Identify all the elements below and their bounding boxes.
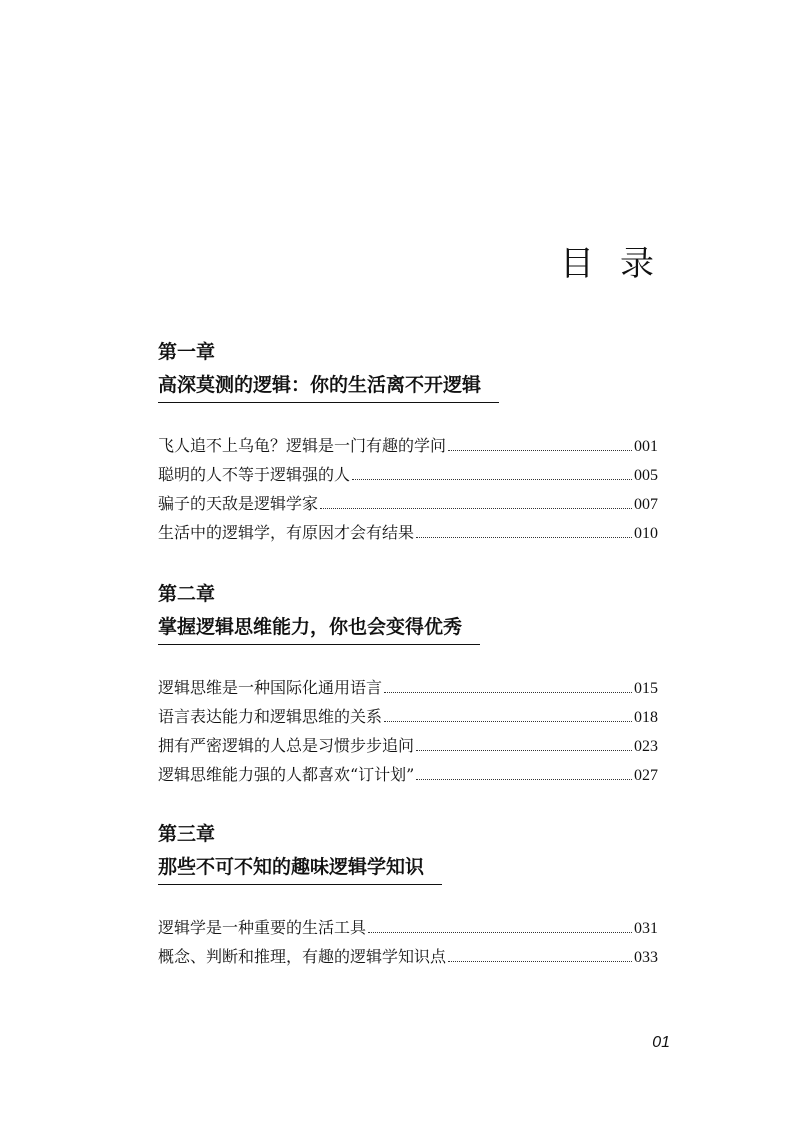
toc-entry[interactable] (158, 518, 658, 547)
toc-entry[interactable] (158, 942, 658, 971)
page-number: 01 (652, 1034, 670, 1051)
toc-entry-label: 逻辑学是一种重要的生活工具 (158, 918, 367, 937)
leader-dots (352, 479, 632, 480)
toc-entry-page: 027 (634, 767, 658, 784)
toc-entry-page: 005 (634, 467, 658, 484)
toc-entry-page: 033 (634, 949, 658, 966)
toc-title: 目录 (560, 244, 680, 284)
toc-entry[interactable] (158, 760, 658, 789)
toc-entry-label: 语言表达能力和逻辑思维的关系 (158, 707, 383, 726)
chapter-2 (158, 582, 658, 789)
toc-entry[interactable] (158, 431, 658, 460)
chapter-number: 第一章 (158, 341, 216, 363)
chapter-number: 第二章 (158, 583, 216, 605)
toc-entry-page: 031 (634, 920, 658, 937)
chapter-title: 那些不可不知的趣味逻辑学知识 (158, 854, 442, 885)
toc-entry-label: 飞人追不上乌龟？逻辑是一门有趣的学问 (158, 436, 447, 455)
leader-dots (416, 779, 632, 780)
toc-entry[interactable] (158, 913, 658, 942)
toc-entry-label: 概念、判断和推理，有趣的逻辑学知识点 (158, 947, 447, 966)
chapter-entries (158, 431, 658, 547)
chapter-number: 第三章 (158, 823, 216, 845)
toc-entry-label: 逻辑思维是一种国际化通用语言 (158, 678, 383, 697)
toc-entry-page: 015 (634, 680, 658, 697)
leader-dots (416, 750, 632, 751)
toc-entry[interactable] (158, 489, 658, 518)
toc-entry-page: 023 (634, 738, 658, 755)
leader-dots (320, 508, 632, 509)
toc-entry-label: 聪明的人不等于逻辑强的人 (158, 465, 351, 484)
toc-entry-label: 骗子的天敌是逻辑学家 (158, 494, 319, 513)
chapter-title: 掌握逻辑思维能力，你也会变得优秀 (158, 614, 480, 645)
toc-entry[interactable] (158, 673, 658, 702)
toc-entry-page: 010 (634, 525, 658, 542)
leader-dots (368, 932, 632, 933)
toc-entry[interactable] (158, 460, 658, 489)
chapter-entries (158, 673, 658, 789)
leader-dots (448, 450, 632, 451)
toc-entry-page: 007 (634, 496, 658, 513)
leader-dots (384, 692, 632, 693)
leader-dots (384, 721, 632, 722)
toc-entry-label: 逻辑思维能力强的人都喜欢“订计划” (158, 765, 415, 784)
chapter-title: 高深莫测的逻辑：你的生活离不开逻辑 (158, 372, 499, 403)
toc-entry-page: 018 (634, 709, 658, 726)
toc-entry-label: 生活中的逻辑学，有原因才会有结果 (158, 523, 415, 542)
chapter-entries (158, 913, 658, 971)
toc-entry[interactable] (158, 702, 658, 731)
toc-entry-page: 001 (634, 438, 658, 455)
toc-entry-label: 拥有严密逻辑的人总是习惯步步追问 (158, 736, 415, 755)
toc-entry[interactable] (158, 731, 658, 760)
leader-dots (448, 961, 632, 962)
chapter-1 (158, 340, 658, 547)
chapter-3 (158, 822, 658, 971)
leader-dots (416, 537, 632, 538)
